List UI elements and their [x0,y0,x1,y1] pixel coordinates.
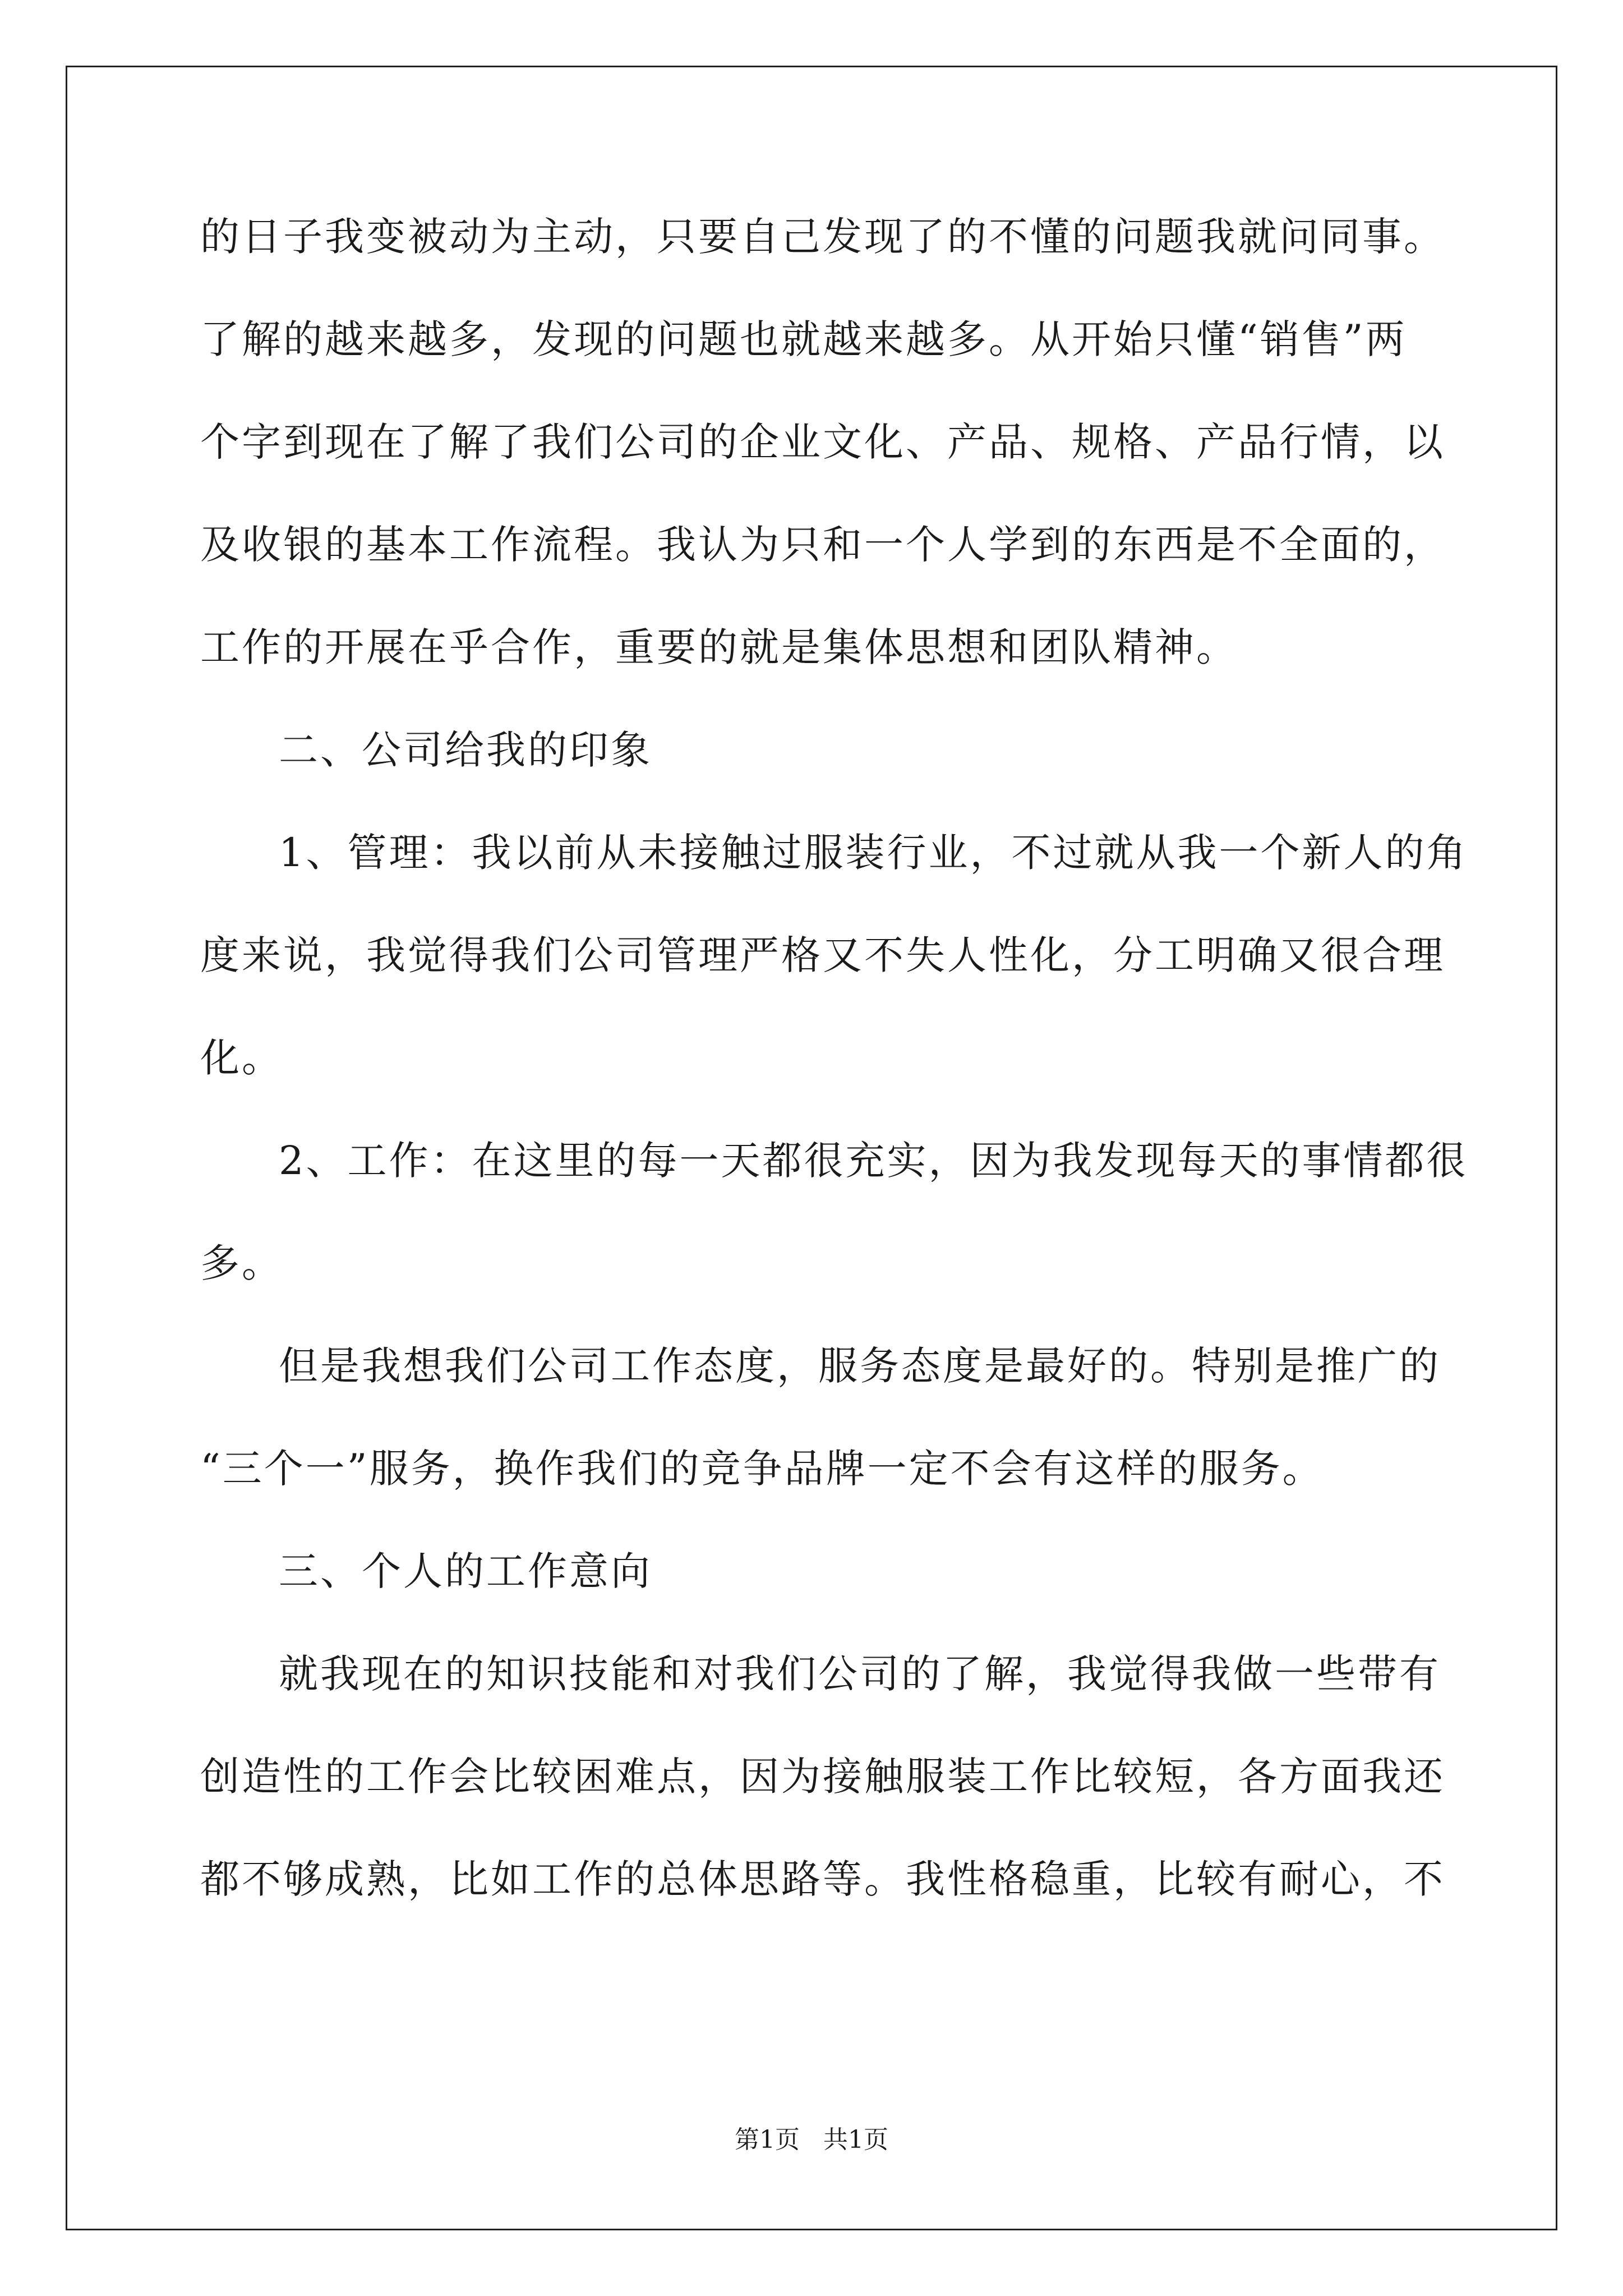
text-line: 2、工作：在这里的每一天都很充实，因为我发现每天的事情都很 [279,1138,1468,1184]
text-line: 但是我想我们公司工作态度，服务态度是最好的。特别是推广的 [279,1343,1441,1389]
page-footer: 第1页 共1页 [735,2125,888,2154]
text-line: 1、管理：我以前从未接触过服装行业，不过就从我一个新人的角 [279,830,1468,876]
text-line: 及收银的基本工作流程。我认为只和一个人学到的东西是不全面的， [200,522,1445,568]
text-line: 度来说，我觉得我们公司管理严格又不失人性化，分工明确又很合理 [200,932,1445,978]
text-line: 都不够成熟，比如工作的总体思路等。我性格稳重，比较有耐心，不 [200,1856,1445,1902]
text-line: 个字到现在了解了我们公司的企业文化、产品、规格、产品行情，以 [200,419,1445,465]
text-line: 了解的越来越多，发现的问题也就越来越多。从开始只懂“销售”两 [200,316,1407,362]
text-line: “三个一”服务，换作我们的竞争品牌一定不会有这样的服务。 [200,1446,1324,1492]
text-line: 创造性的工作会比较困难点，因为接触服装工作比较短，各方面我还 [200,1754,1445,1800]
text-line: 化。 [200,1035,283,1081]
text-line: 多。 [200,1240,283,1286]
text-line: 工作的开展在乎合作，重要的就是集体思想和团队精神。 [200,624,1238,670]
text-line: 的日子我变被动为主动，只要自己发现了的不懂的问题我就问同事。 [200,214,1445,260]
section-heading: 二、公司给我的印象 [279,727,652,773]
section-heading: 三、个人的工作意向 [279,1548,652,1594]
text-line: 就我现在的知识技能和对我们公司的了解，我觉得我做一些带有 [279,1651,1441,1697]
document-body [200,203,1468,1948]
